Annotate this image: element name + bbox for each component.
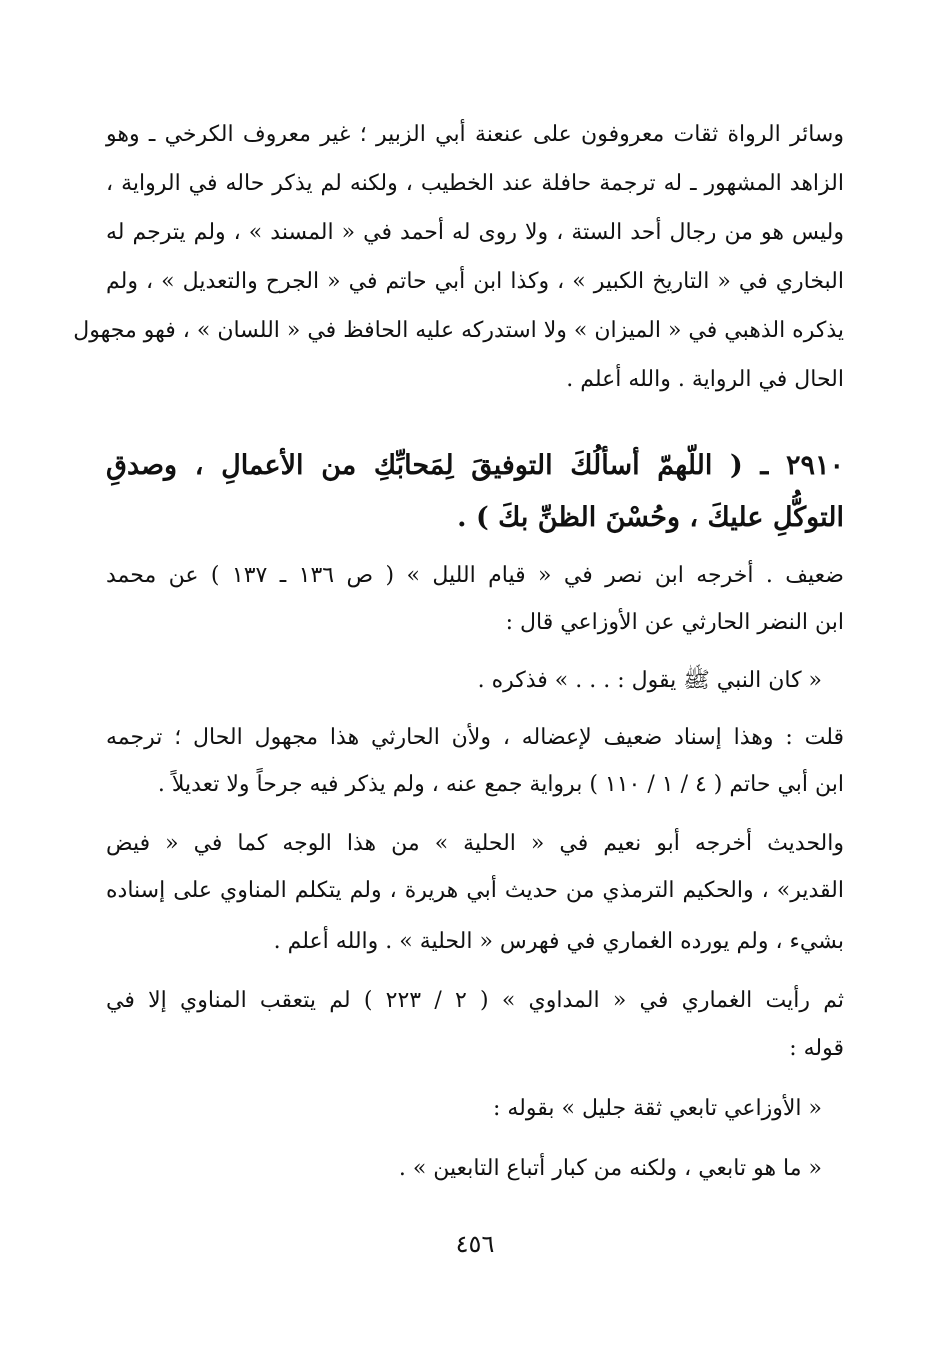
text-line: ثم رأيت الغماري في « المداوي » ( ٢ / ٢٢٣ ) لم يتعقب المناوي إلا في (106, 988, 844, 1013)
text-line: ابن النضر الحارثي عن الأوزاعي قال : (505, 610, 844, 635)
heading-line: التوكُّلِ عليكَ ، وحُسْنَ الظنِّ بكَ ) . (457, 502, 844, 533)
text-line: وليس هو من رجال أحد الستة ، ولا روى له أحمد في « المسند » ، ولم يترجم له (106, 220, 844, 245)
text-line: القدير» ، والحكيم الترمذي من حديث أبي هريرة ، ولم يتكلم المناوي على إسناده (106, 878, 844, 903)
text-line: والحديث أخرجه أبو نعيم في « الحلية » من هذا الوجه كما في « فيض (106, 831, 844, 856)
quote-line: « ما هو تابعي ، ولكنه من كبار أتباع التابعين » . (398, 1156, 822, 1181)
text-line: قوله : (789, 1036, 844, 1061)
text-line: وسائر الرواة ثقات معروفون على عنعنة أبي الزبير ؛ غير معروف الكرخي ـ وهو (106, 122, 844, 147)
text-line: يذكره الذهبي في « الميزان » ولا استدركه عليه الحافظ في « اللسان » ، فهو مجهول (73, 318, 844, 343)
text-line: بشيء ، ولم يورده الغماري في فهرس « الحلية » . والله أعلم . (273, 929, 844, 954)
quote-line: « الأوزاعي تابعي ثقة جليل » بقوله : (492, 1096, 822, 1121)
quote-line: « كان النبي ﷺ يقول : . . . » فذكره . (477, 668, 822, 693)
text-line: قلت : وهذا إسناد ضعيف لإعضاله ، ولأن الحارثي هذا مجهول الحال ؛ ترجمه (106, 725, 844, 750)
text-line: البخاري في « التاريخ الكبير » ، وكذا ابن أبي حاتم في « الجرح والتعديل » ، ولم (106, 269, 844, 294)
heading-line: ٢٩١٠ ـ ( اللّهمّ أسألُكَ التوفيقَ لِمَحابِّكِ من الأعمالِ ، وصدقِ (106, 450, 844, 481)
text-line: ضعيف . أخرجه ابن نصر في « قيام الليل » ( ص ١٣٦ ـ ١٣٧ ) عن محمد (106, 563, 844, 588)
text-line: الحال في الرواية . والله أعلم . (566, 367, 844, 392)
text-line: ابن أبي حاتم ( ٤ / ١ / ١١٠ ) برواية جمع عنه ، ولم يذكر فيه جرحاً ولا تعديلاً . (157, 772, 844, 797)
text-line: الزاهد المشهور ـ له ترجمة حافلة عند الخطيب ، ولكنه لم يذكر حاله في الرواية ، (106, 171, 844, 196)
page-number: ٤٥٦ (455, 1230, 495, 1258)
